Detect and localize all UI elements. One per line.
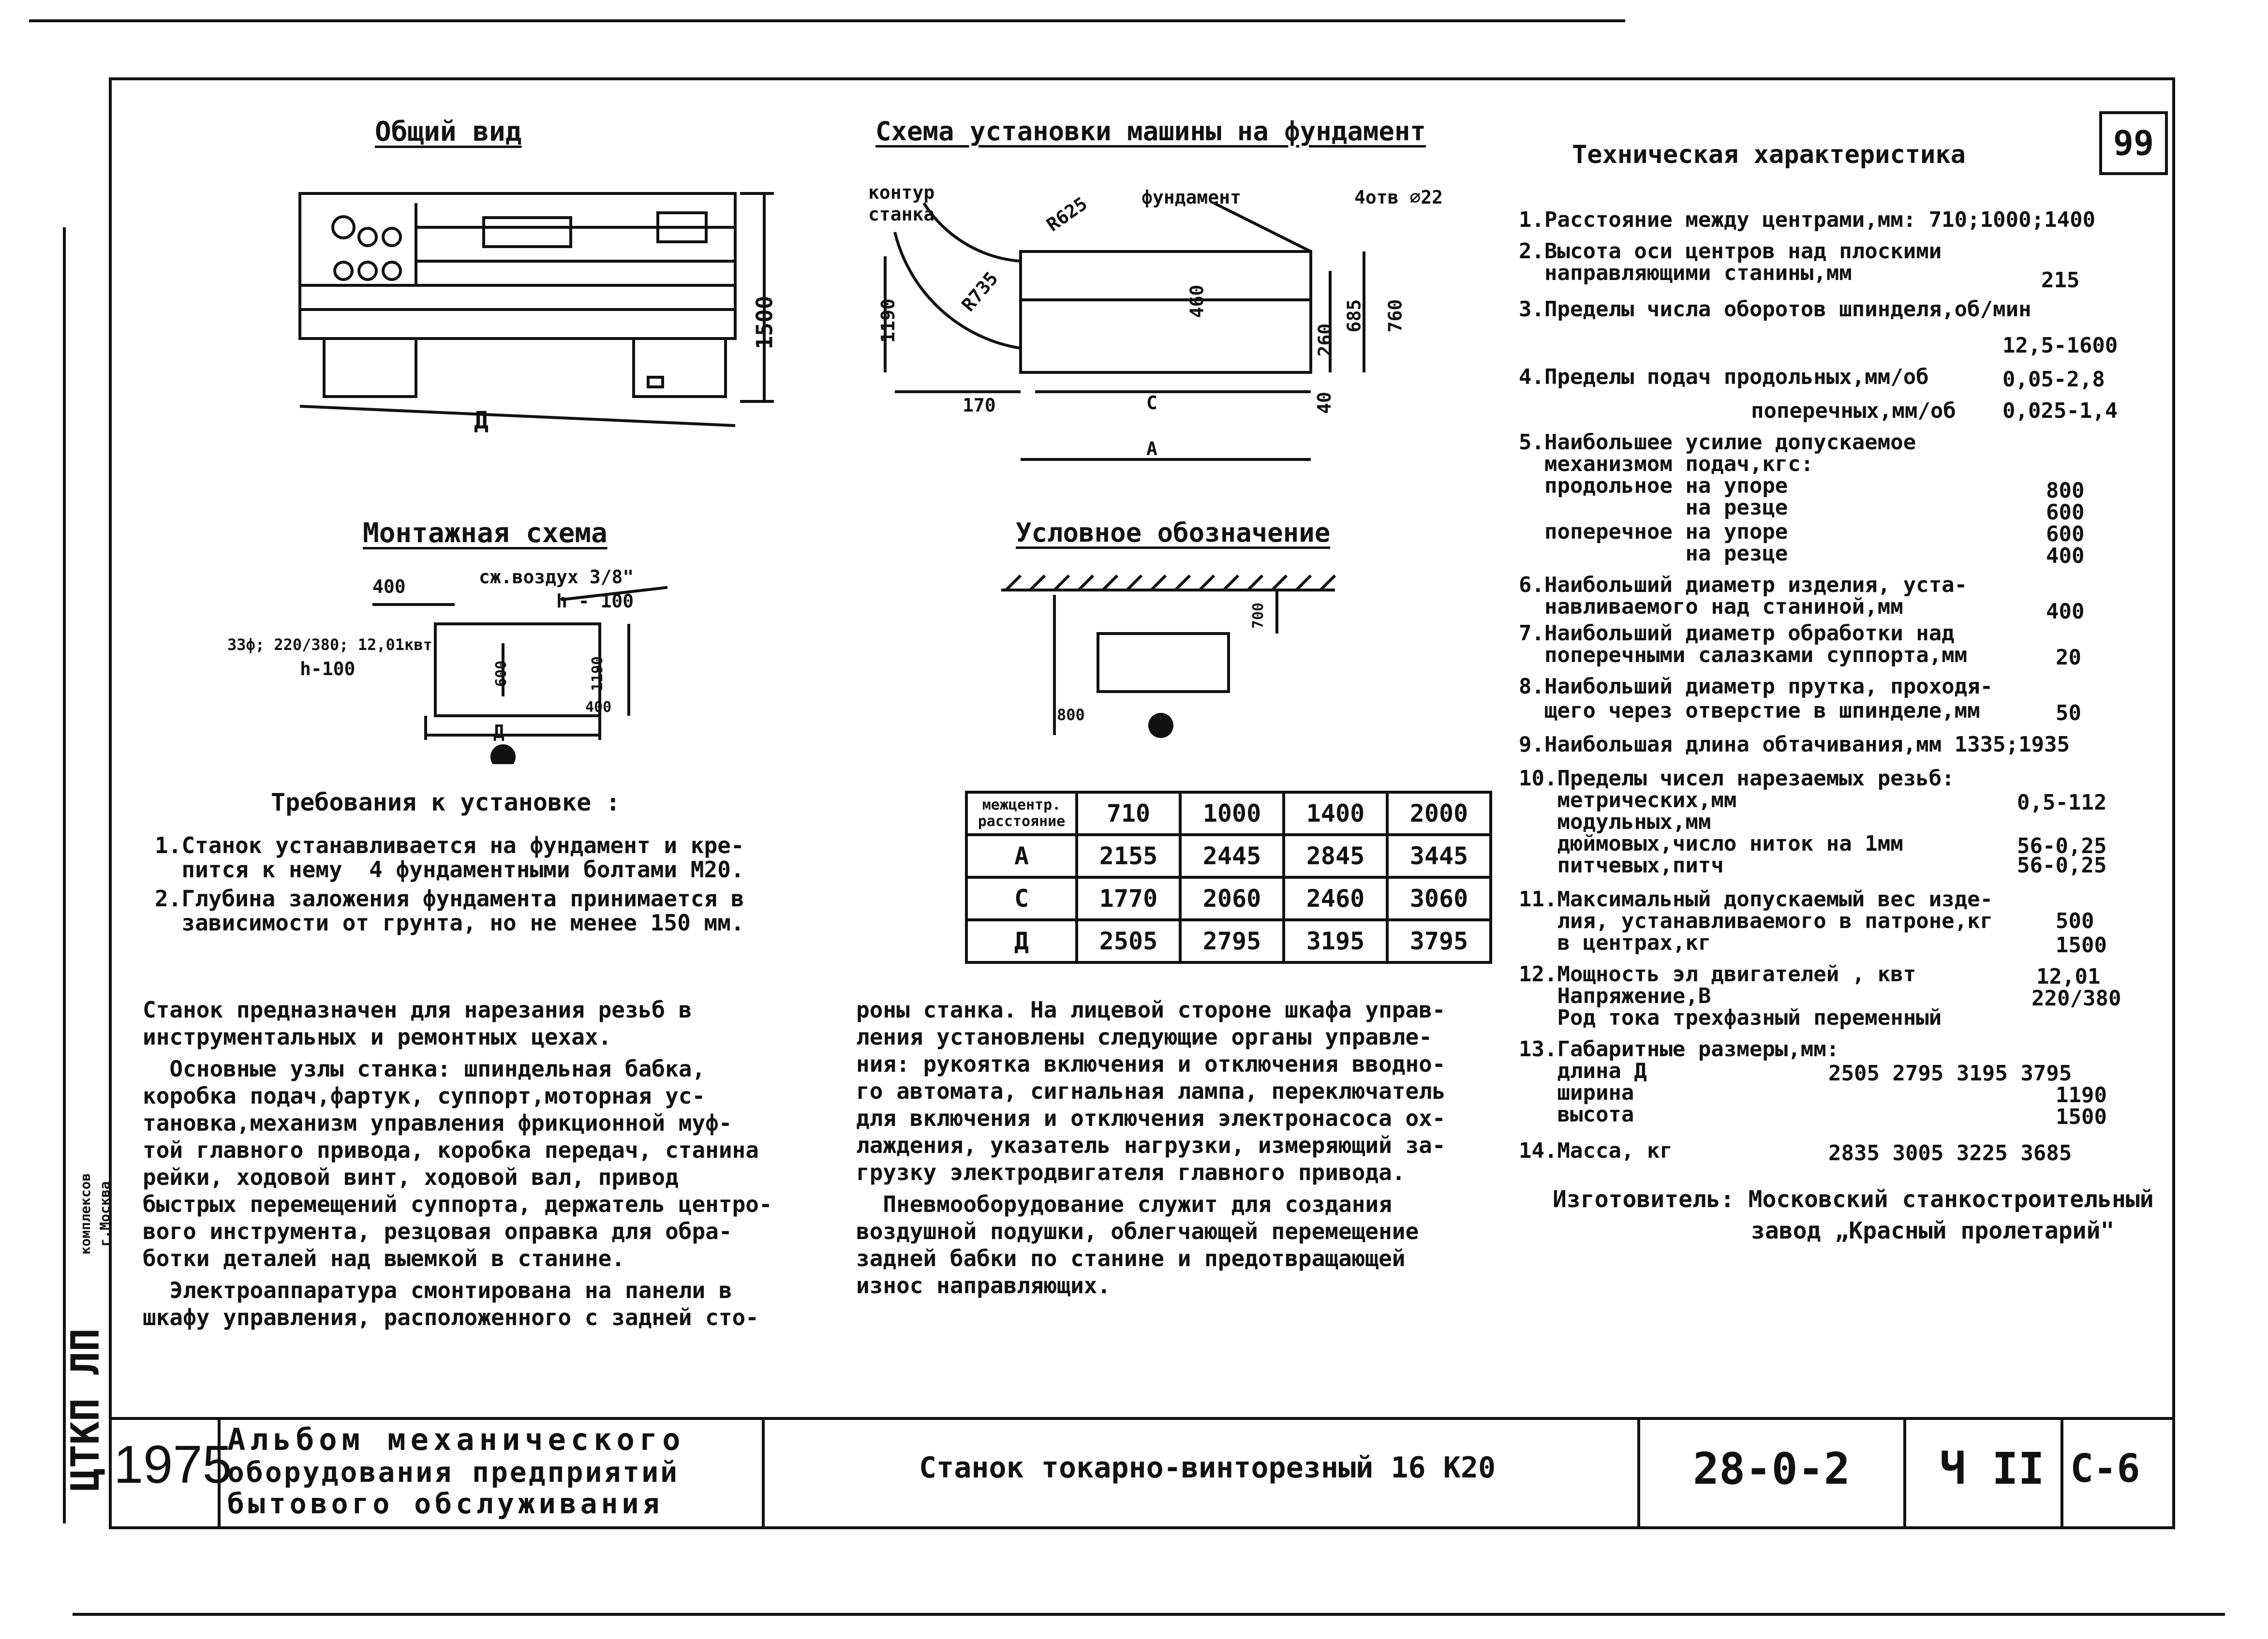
mount-title: Монтажная схема <box>363 517 608 549</box>
table-cell: 2505 <box>1077 920 1180 962</box>
general-view-title: Общий вид <box>375 116 522 148</box>
tb-div-3 <box>1637 1417 1640 1526</box>
table-cell: Д <box>966 920 1077 962</box>
spec-5dv: 600 <box>2046 500 2085 525</box>
spec-7b: поперечными салазками суппорта,мм <box>1519 643 1968 667</box>
spec-6b: навливаемого над станиной,мм <box>1519 594 1903 619</box>
desc-left-line: той главного привода, коробка передач, станина <box>143 1137 759 1163</box>
bottom-edge-line <box>73 1613 2225 1616</box>
desc-left-line: тановка,механизм управления фрикционной муф- <box>143 1110 732 1136</box>
table-header-cell: 2000 <box>1387 792 1491 835</box>
spec-5b: механизмом подач,кгс: <box>1519 452 1814 476</box>
spec-10bv: 0,5-112 <box>2017 790 2107 815</box>
top-edge-line <box>29 19 1625 22</box>
desc-left-line: Основные узлы станка: шпиндельная бабка, <box>143 1056 706 1082</box>
spec-5e: поперечное на упоре <box>1519 519 1788 544</box>
tb-div-5 <box>2060 1417 2063 1526</box>
fd-170: 170 <box>963 395 996 416</box>
desc-right-line: грузку электродвигателя главного привода. <box>856 1159 1406 1185</box>
mount-D: Д <box>493 721 504 742</box>
maker-line-1: Изготовитель: Московский станкостроительный <box>1553 1186 2154 1213</box>
title-block-top <box>109 1417 2172 1420</box>
table-cell: А <box>966 835 1077 877</box>
spec-11c: в центрах,кг <box>1519 930 1711 955</box>
mount-power: 3Зф; 220/380; 12,01квт <box>227 635 432 654</box>
spec-12av: 12,01 <box>2036 964 2101 989</box>
fd-460: 460 <box>1186 284 1208 318</box>
desc-left-line: быстрых перемещений суппорта, держатель центро- <box>143 1191 772 1217</box>
tb-part: Ч II <box>1940 1444 2045 1494</box>
tb-album-2: оборудования предприятий <box>227 1456 680 1489</box>
spec-13c: ширина <box>1519 1080 1634 1105</box>
table-cell: 3060 <box>1387 877 1491 920</box>
spec-12c: Род тока трехфазный переменный <box>1519 1005 1942 1030</box>
spec-11bv: 500 <box>2056 909 2094 933</box>
spec-4av: 0,05-2,8 <box>2002 367 2105 392</box>
table-cell: С <box>966 877 1077 920</box>
spec-1: 1.Расстояние между центрами,мм: 710;1000;1400 <box>1519 207 2096 232</box>
spec-10c: модульных,мм <box>1519 810 1711 834</box>
spec-2a: 2.Высота оси центров над плоскими <box>1519 239 1942 264</box>
side-org: ЦТКП ЛП <box>63 1328 108 1491</box>
spec-8a: 8.Наибольший диаметр прутка, проходя- <box>1519 674 1993 699</box>
fd-685: 685 <box>1343 299 1365 333</box>
spec-7a: 7.Наибольший диаметр обработки над <box>1519 621 1955 646</box>
table-cell: 2845 <box>1284 835 1387 877</box>
spec-14: 14.Масса, кг <box>1519 1138 1673 1163</box>
symbol-title: Условное обозначение <box>1016 517 1331 548</box>
requirements-title: Требования к установке : <box>271 788 621 816</box>
maker-line-2: завод „Красный пролетарий" <box>1751 1217 2115 1244</box>
desc-left-line: Электроаппаратура смонтирована на панели в <box>143 1277 732 1303</box>
desc-right-line: ления установлены следующие органы управле- <box>856 1024 1432 1050</box>
fd-holes-label: 4отв ∅22 <box>1354 187 1443 208</box>
table-header-cell: межцентр. расстояние <box>966 792 1077 835</box>
tb-code: 28-0-2 <box>1693 1444 1851 1494</box>
desc-right-line: для включения и отключения электронасоса ох- <box>856 1105 1446 1131</box>
table-cell: 2155 <box>1077 835 1180 877</box>
spec-10dv: 56-0,25 <box>2017 834 2107 858</box>
spec-5d: на резце <box>1519 495 1788 520</box>
table-row <box>966 792 1491 835</box>
spec-5c: продольное на упоре <box>1519 473 1788 498</box>
desc-left-line: рейки, ходовой винт, ходовой вал, привод <box>143 1164 679 1190</box>
spec-13bv: 2505 2795 3195 3795 <box>1828 1061 2072 1086</box>
tb-year: 1975 <box>114 1435 232 1494</box>
spec-10a: 10.Пределы чисел нарезаемых резьб: <box>1519 766 1955 791</box>
table-cell: 3445 <box>1387 835 1491 877</box>
symbol-drawing <box>996 571 1345 750</box>
req-line-3: 2.Глубина заложения фундамента принимается в <box>155 886 744 912</box>
req-line-1: 1.Станок устанавливается на фундамент и кре- <box>155 832 744 858</box>
page-number-box <box>2099 111 2168 175</box>
desc-left-line: ботки деталей над выемкой в станине. <box>143 1245 625 1271</box>
spec-11cv: 1500 <box>2056 933 2107 958</box>
desc-right-line: воздушной подушки, облегчающей перемещение <box>856 1218 1419 1244</box>
desc-right-line: задней бабки по станине и предотвращающей <box>856 1245 1406 1271</box>
spec-10ev: 56-0,25 <box>2017 853 2107 878</box>
symbol-800: 800 <box>1057 706 1085 724</box>
desc-left-line: Станок предназначен для нарезания резьб в <box>143 997 692 1023</box>
spec-8v: 50 <box>2056 701 2081 725</box>
req-line-2: пится к нему 4 фундаментными болтами М20. <box>155 856 744 883</box>
desc-right-line: роны станка. На лицевой стороне шкафа управ- <box>856 997 1446 1023</box>
desc-right-line: ния: рукоятка включения и отключения вводно- <box>856 1051 1446 1077</box>
general-view-drawing <box>281 174 784 445</box>
side-sub: комплексов <box>77 1173 93 1255</box>
desc-left-line: вого инструмента, резцовая оправка для обра- <box>143 1218 732 1244</box>
spec-14v: 2835 3005 3225 3685 <box>1828 1141 2072 1166</box>
fd-260: 260 <box>1314 323 1336 357</box>
table-header-cell: 1400 <box>1284 792 1387 835</box>
spec-10d: дюймовых,число ниток на 1мм <box>1519 831 1903 856</box>
mount-1190: 1190 <box>589 656 607 692</box>
spec-2b: направляющими станины,мм <box>1519 261 1852 285</box>
table-cell: 2460 <box>1284 877 1387 920</box>
tb-album-3: бытового обслуживания <box>227 1487 664 1520</box>
desc-left-line: шкафу управления, расположенного с задней сто- <box>143 1304 759 1330</box>
spec-13dv: 1500 <box>2056 1105 2107 1129</box>
fd-r625: R625 <box>1042 192 1091 236</box>
spec-11a: 11.Максимальный допускаемый вес изде- <box>1519 887 1993 912</box>
fd-A: А <box>1146 438 1157 459</box>
fd-C: С <box>1146 392 1157 413</box>
spec-12b: Напряжение,В <box>1519 984 1711 1008</box>
dimension-table <box>965 791 1492 964</box>
side-city: г.Москва <box>97 1181 113 1247</box>
spec-13d: высота <box>1519 1102 1634 1127</box>
desc-left-line: коробка подач,фартук, суппорт,моторная ус- <box>143 1083 706 1109</box>
table-cell: 3195 <box>1284 920 1387 962</box>
tb-div-2 <box>762 1417 765 1526</box>
mount-h100b: h-100 <box>300 658 356 679</box>
fd-760: 760 <box>1384 299 1406 333</box>
tb-name: Станок токарно-винторезный 16 К20 <box>919 1451 1496 1485</box>
spec-12a: 12.Мощность эл двигателей , квт <box>1519 962 1916 987</box>
spec-4b: поперечных,мм/об <box>1751 399 1956 423</box>
tb-div-4 <box>1903 1417 1906 1526</box>
fd-r735: R735 <box>957 267 1003 316</box>
spec-6a: 6.Наибольший диаметр изделия, уста- <box>1519 573 1968 597</box>
spec-9: 9.Наибольшая длина обтачивания,мм 1335;1935 <box>1519 732 2070 757</box>
spec-13cv: 1190 <box>2056 1083 2107 1107</box>
spec-5cv: 800 <box>2046 478 2085 503</box>
tb-album-1: Альбом механического <box>227 1422 685 1457</box>
mount-400: 400 <box>372 576 406 597</box>
fd-contour: контур <box>868 182 935 203</box>
specs-title: Техническая характеристика <box>1572 140 1966 169</box>
spec-12bv: 220/380 <box>2031 986 2121 1011</box>
side-stamp <box>63 1173 113 1523</box>
table-header-cell: 1000 <box>1180 792 1284 835</box>
spec-4bv: 0,025-1,4 <box>2002 399 2118 423</box>
table-cell: 2795 <box>1180 920 1284 962</box>
desc-right-line: лаждения, указатель нагрузки, измеряющий за- <box>856 1132 1446 1158</box>
foundation-title: Схема установки машины на фундамент <box>875 116 1426 147</box>
spec-10b: метрических,мм <box>1519 788 1737 812</box>
general-view-height: 1500 <box>751 295 778 350</box>
spec-8b: щего через отверстие в шпинделе,мм <box>1519 698 1980 723</box>
mount-h100a: h - 100 <box>556 591 634 612</box>
spec-13a: 13.Габаритные размеры,мм: <box>1519 1037 1839 1062</box>
spec-3v: 12,5-1600 <box>2002 333 2118 358</box>
fd-contour2: станка <box>868 204 935 225</box>
spec-6v: 400 <box>2046 599 2085 624</box>
fd-foundation-label: фундамент <box>1141 187 1241 208</box>
table-row <box>966 877 1491 920</box>
spec-10e: питчевых,питч <box>1519 853 1724 878</box>
mount-400b: 400 <box>585 699 612 716</box>
mount-600: 600 <box>493 660 510 687</box>
spec-3: 3.Пределы числа оборотов шпинделя,об/мин <box>1519 297 2031 322</box>
table-cell: 3795 <box>1387 920 1491 962</box>
description-right <box>856 996 1446 1299</box>
spec-13b: длина Д <box>1519 1059 1647 1083</box>
desc-right-line: Пневмооборудование служит для создания <box>856 1191 1392 1217</box>
description-left <box>143 996 772 1331</box>
spec-5a: 5.Наибольшее усилие допускаемое <box>1519 430 1916 455</box>
spec-2v: 215 <box>2041 268 2080 293</box>
tb-sheet: С-6 <box>2070 1446 2140 1491</box>
spec-4a: 4.Пределы подач продольных,мм/об <box>1519 365 1929 389</box>
symbol-700: 700 <box>1250 602 1267 629</box>
table-cell: 2445 <box>1180 835 1284 877</box>
table-row <box>966 835 1491 877</box>
spec-5f: на резце <box>1519 541 1788 566</box>
req-line-4: зависимости от грунта, но не менее 150 мм. <box>155 910 744 936</box>
spec-11b: лия, устанавливаемого в патроне,кг <box>1519 909 1993 933</box>
table-header-cell: 710 <box>1077 792 1180 835</box>
spec-5fv: 400 <box>2046 544 2085 568</box>
desc-right-line: износ направляющих. <box>856 1272 1111 1299</box>
table-row <box>966 920 1491 962</box>
fd-40: 40 <box>1313 392 1335 414</box>
page-number: 99 <box>2113 123 2154 163</box>
fd-1190: 1190 <box>877 298 899 343</box>
desc-right-line: го автомата, сигнальная лампа, переключатель <box>856 1078 1446 1104</box>
general-view-length: Д <box>474 406 489 434</box>
spec-7v: 20 <box>2056 645 2081 670</box>
mount-air: сж.воздух 3/8" <box>479 566 634 588</box>
desc-left-line: инструментальных и ремонтных цехах. <box>143 1024 612 1050</box>
spec-5ev: 600 <box>2046 522 2085 546</box>
table-cell: 1770 <box>1077 877 1180 920</box>
table-cell: 2060 <box>1180 877 1284 920</box>
